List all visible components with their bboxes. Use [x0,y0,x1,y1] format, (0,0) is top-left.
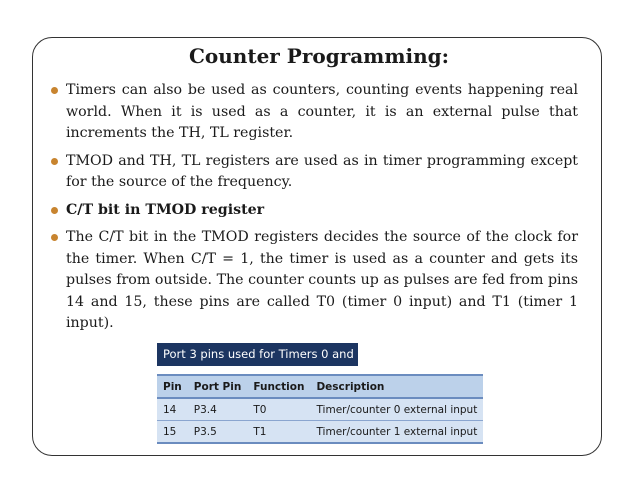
table-cell: 15 [157,421,188,444]
column-header: Function [247,375,310,398]
table-cell: T0 [247,398,310,421]
bullet-dot-icon [51,207,58,214]
bullet-text: C/T bit in TMOD register [66,201,265,218]
table-header-row [157,375,483,398]
slide-title: Counter Programming: [188,44,450,68]
table-title: Port 3 pins used for Timers 0 and 1 [157,343,358,366]
table-row [157,398,483,421]
bullet-dot-icon [51,87,58,94]
table-cell: Timer/counter 1 external input [310,421,483,444]
bullet-dot-icon [51,234,58,241]
bullet-item [52,80,578,145]
bullet-dot-icon [51,158,58,165]
column-header: Description [310,375,483,398]
bullet-item [52,151,578,194]
table-row [157,421,483,444]
table-cell: P3.5 [188,421,248,444]
port-pins-table [157,374,483,444]
bullet-text: TMOD and TH, TL registers are used as in timer programming except for the source of the frequency. [66,152,578,190]
table-cell: Timer/counter 0 external input [310,398,483,421]
bullet-item [52,227,578,335]
bullet-list [66,80,578,341]
column-header: Port Pin [188,375,248,398]
bullet-text: The C/T bit in the TMOD registers decides the source of the clock for the timer. When C/T = 1, the timer is used as a counter and gets its pulses from outside. The counter counts up as pulses are fed from pins 14 and 15, these pins are called T0 (timer 0 input) and T1 (timer 1 input). [66,229,578,331]
table-cell: 14 [157,398,188,421]
table-cell: T1 [247,421,310,444]
column-header: Pin [157,375,188,398]
bullet-text: Timers can also be used as counters, counting events happening real world. When it is used as a counter, it is an external pulse that increments the TH, TL register. [66,82,578,141]
bullet-item [52,200,578,222]
table-cell: P3.4 [188,398,248,421]
